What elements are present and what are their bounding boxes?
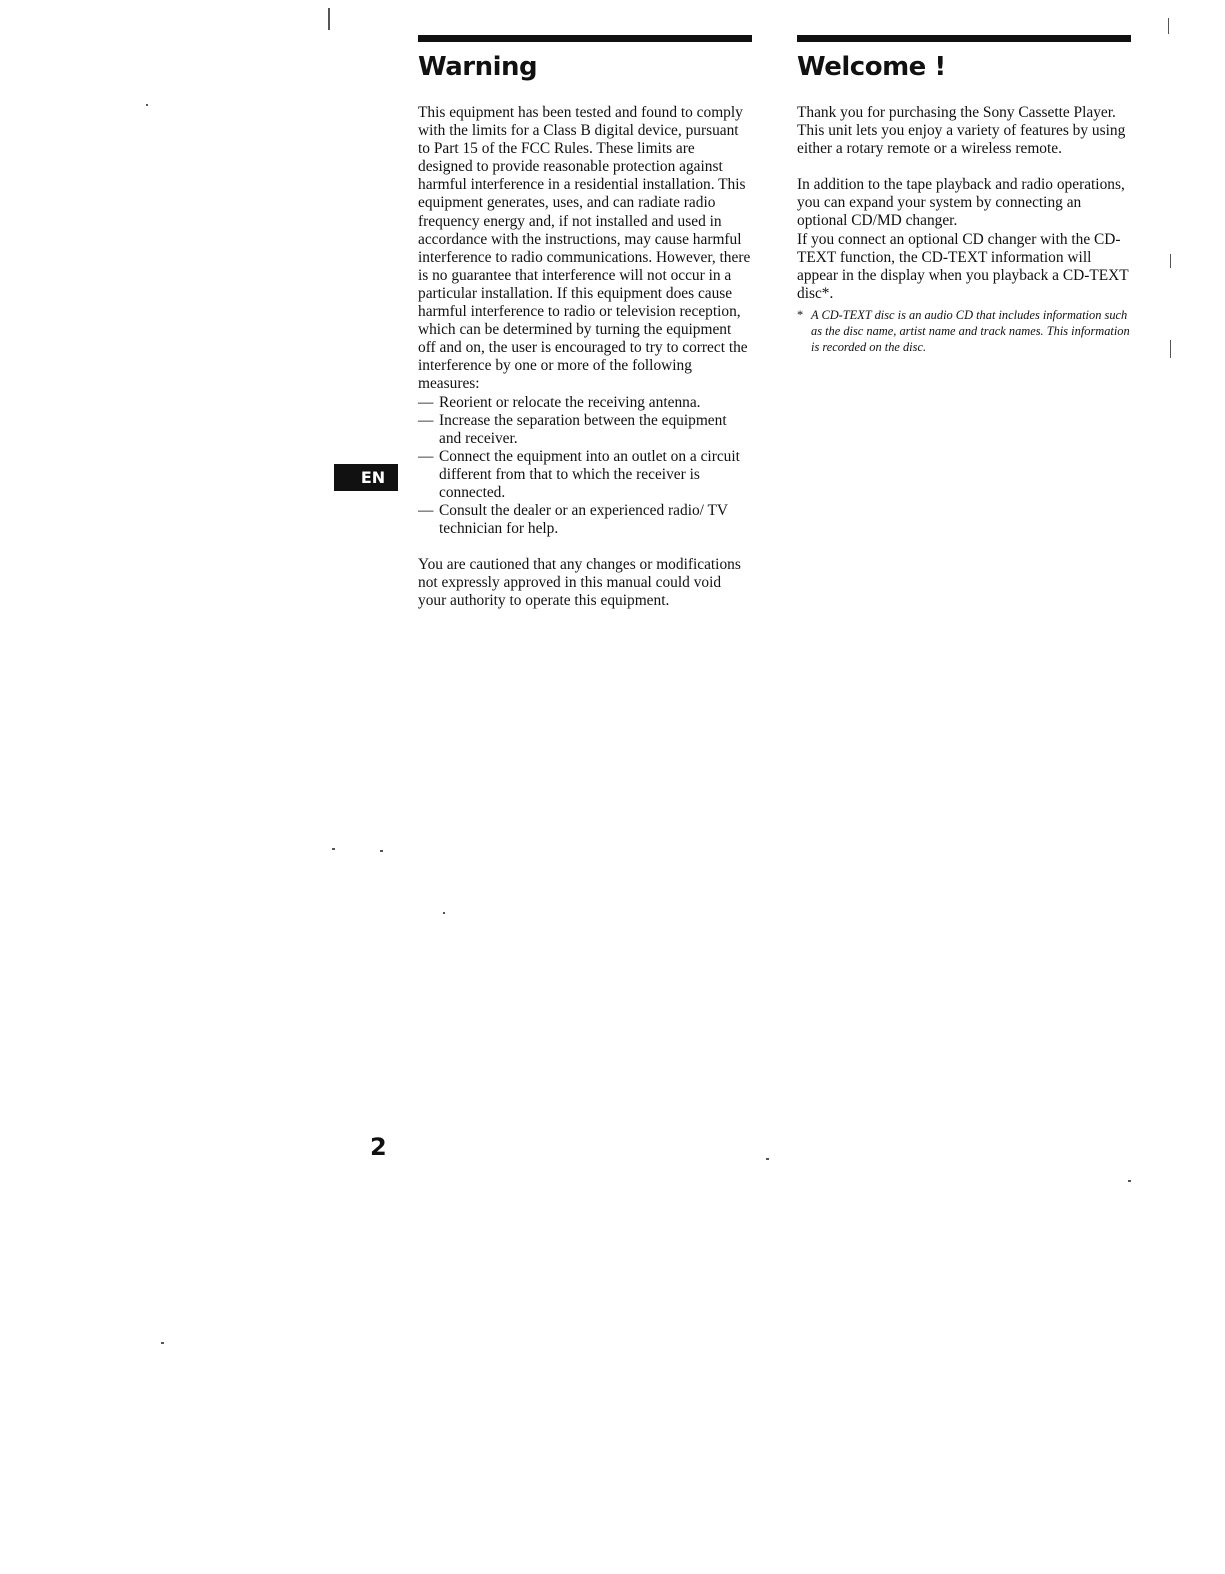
intro-paragraph: Thank you for purchasing the Sony Cassette Player. This unit lets you enjoy a variety of features by using either a rotary remote or a wireless remote. <box>797 104 1126 158</box>
list-item: — Reorient or relocate the receiving antenna. <box>418 394 752 412</box>
scan-speck <box>146 104 148 106</box>
warning-section <box>418 35 752 611</box>
warning-paragraph: This equipment has been tested and found to comply with the limits for a Class B digital device, pursuant to Part 15 of the FCC Rules. These limits are designed to provide reasonable protection against harmful interference in a residential installation. This equipment generates, uses, and can radiate radio frequency energy and, if not installed and used in accordance with the instructions, may cause harmful interference to radio communications. However, there is no guarantee that interference will not occur in a particular installation. If this equipment does cause harmful interference to radio or television reception, which can be determined by turning the equipment off and on, the user is encouraged to try to correct the interference by one or more of the following measures: <box>418 104 751 393</box>
tab-notch <box>334 464 344 491</box>
list-item: — Increase the separation between the equipment and receiver. <box>418 412 752 448</box>
footnote-text: A CD-TEXT disc is an audio CD that includes information such as the disc name, artist name and track names. This information is recorded on the disc. <box>811 307 1130 354</box>
system-paragraph: In addition to the tape playback and radio operations, you can expand your system by connecting an optional CD/MD changer. <box>797 176 1125 230</box>
list-item: — Connect the equipment into an outlet on a circuit different from that to which the receiver is connected. <box>418 448 752 502</box>
welcome-heading: Welcome ! <box>797 52 946 82</box>
page-number: 2 <box>370 1133 387 1161</box>
heading-rule <box>797 35 1131 42</box>
footnote-mark: * <box>797 307 804 322</box>
scan-speck <box>766 1158 769 1160</box>
footnote <box>797 307 1131 355</box>
language-tab <box>334 464 398 491</box>
scan-speck <box>380 850 383 852</box>
list-item: — Consult the dealer or an experienced radio/ TV technician for help. <box>418 502 752 538</box>
language-label: EN <box>360 468 386 487</box>
welcome-section <box>797 35 1131 355</box>
scan-speck <box>1128 1180 1131 1182</box>
heading-rule <box>418 35 752 42</box>
cd-text-paragraph: If you connect an optional CD changer with the CD-TEXT function, the CD-TEXT information will appear in the display when you playback a CD-TEXT disc*. <box>797 230 1129 302</box>
scan-speck <box>1170 340 1171 358</box>
scan-speck <box>161 1342 164 1344</box>
scan-speck <box>332 848 335 850</box>
scan-speck <box>1168 18 1169 34</box>
scan-speck <box>1170 254 1171 268</box>
warning-heading: Warning <box>418 52 538 82</box>
scan-speck <box>443 912 445 914</box>
measures-list <box>418 394 752 539</box>
caution-paragraph: You are cautioned that any changes or modifications not expressly approved in this manual could void your authority to operate this equipment. <box>418 556 741 610</box>
scan-speck <box>328 8 330 30</box>
